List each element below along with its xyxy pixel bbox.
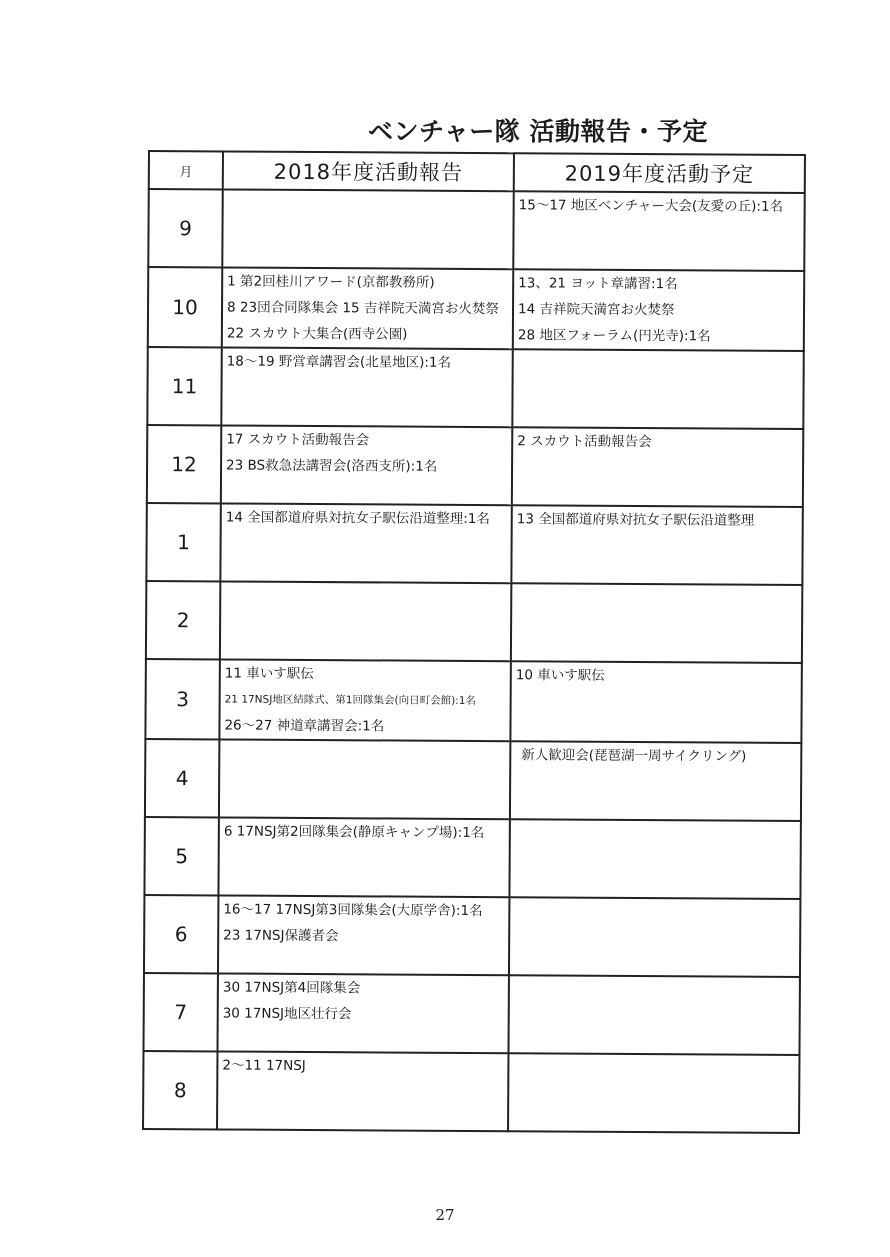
report-entry: 30 17NSJ地区壮行会 bbox=[222, 1005, 352, 1023]
plan-entry: 28 地区フォーラム(円光寺):1名 bbox=[517, 327, 711, 345]
table-header-row bbox=[149, 151, 805, 193]
plan-entry: 15～17 地区ベンチャー大会(友愛の丘):1名 bbox=[518, 197, 784, 215]
table-body bbox=[143, 189, 805, 1133]
report-entry: 17 スカウト活動報告会 bbox=[226, 431, 370, 449]
table-row bbox=[143, 1051, 799, 1133]
report-cell bbox=[222, 267, 513, 349]
plan-entry: 新人歓迎会(琵琶湖一周サイクリング) bbox=[521, 747, 747, 765]
report-entry: 1 第2回桂川アワード(京都教務所) bbox=[227, 273, 435, 291]
month-cell: 6 bbox=[144, 895, 218, 973]
table-row bbox=[143, 973, 799, 1055]
report-entry: 30 17NSJ第4回隊集会 bbox=[222, 979, 361, 997]
plan-cell bbox=[508, 1053, 799, 1133]
plan-cell bbox=[513, 269, 804, 351]
report-entry: 6 17NSJ第2回隊集会(静原キャンプ場):1名 bbox=[223, 823, 485, 842]
report-entry: 23 BS救急法講習会(洛西支所):1名 bbox=[226, 457, 438, 475]
report-entry: 23 17NSJ保護者会 bbox=[223, 927, 339, 945]
month-cell: 4 bbox=[145, 739, 219, 817]
report-cell bbox=[220, 503, 511, 583]
month-cell: 1 bbox=[146, 503, 220, 581]
plan-entry: 10 車いす駅伝 bbox=[515, 667, 605, 684]
plan-cell bbox=[510, 661, 801, 743]
report-cell bbox=[221, 347, 512, 427]
month-cell: 2 bbox=[146, 581, 220, 659]
plan-cell bbox=[508, 975, 799, 1055]
table-row bbox=[148, 267, 804, 351]
report-entry: 18～19 野営章講習会(北星地区):1名 bbox=[226, 353, 452, 371]
month-cell: 9 bbox=[148, 189, 222, 267]
activity-table bbox=[142, 150, 806, 1134]
report-entry: 14 全国都道府県対抗女子駅伝沿道整理:1名 bbox=[225, 509, 490, 528]
report-entry: 21 17NSJ地区結隊式、第1回隊集会(向日町会館):1名 bbox=[224, 693, 476, 708]
report-entry: 11 車いす駅伝 bbox=[224, 665, 314, 683]
report-entry: 2～11 17NSJ bbox=[222, 1057, 306, 1074]
plan-entry: 13、21 ヨット章講習:1名 bbox=[518, 275, 678, 293]
report-cell bbox=[219, 739, 510, 819]
month-cell: 12 bbox=[147, 425, 221, 503]
header-report: 2018年度活動報告 bbox=[223, 151, 514, 191]
month-cell: 5 bbox=[144, 817, 218, 895]
plan-entry: 2 スカウト活動報告会 bbox=[517, 433, 652, 451]
plan-cell bbox=[511, 583, 802, 663]
month-cell: 3 bbox=[145, 659, 219, 739]
month-cell: 7 bbox=[143, 973, 217, 1051]
plan-entry: 13 全国都道府県対抗女子駅伝沿道整理 bbox=[516, 511, 755, 529]
plan-cell bbox=[512, 427, 803, 507]
month-cell: 10 bbox=[148, 267, 222, 347]
page-title: ベンチャー隊 活動報告・予定 bbox=[368, 117, 708, 146]
plan-cell bbox=[512, 349, 803, 429]
header-month: 月 bbox=[149, 151, 223, 189]
table-row bbox=[146, 581, 802, 663]
plan-cell bbox=[510, 741, 801, 821]
report-cell bbox=[219, 659, 510, 741]
report-entry: 16～17 17NSJ第3回隊集会(大原学舎):1名 bbox=[223, 901, 483, 920]
table-row bbox=[145, 739, 801, 821]
page-number: 27 bbox=[435, 1206, 455, 1224]
report-cell bbox=[221, 425, 512, 505]
report-entry: 22 スカウト大集合(西寺公園) bbox=[226, 325, 408, 343]
report-cell bbox=[217, 1051, 508, 1131]
plan-cell bbox=[511, 505, 802, 585]
table-row bbox=[148, 189, 804, 271]
table-row bbox=[144, 895, 800, 977]
report-entry: 26～27 神道章講習会:1名 bbox=[224, 717, 385, 735]
month-cell: 8 bbox=[143, 1051, 217, 1129]
report-cell bbox=[220, 581, 511, 661]
table-row bbox=[144, 817, 800, 899]
plan-entry: 14 吉祥院天満宮お火焚祭 bbox=[517, 301, 675, 319]
table-row bbox=[146, 503, 802, 585]
table-row bbox=[147, 425, 803, 507]
report-cell bbox=[218, 817, 509, 897]
table-row bbox=[145, 659, 801, 743]
plan-cell bbox=[513, 191, 804, 271]
table-row bbox=[147, 347, 803, 429]
header-plan: 2019年度活動予定 bbox=[514, 153, 805, 193]
report-cell bbox=[222, 189, 513, 269]
report-cell bbox=[218, 895, 509, 975]
report-entry: 8 23団合同隊集会 15 吉祥院天満宮お火焚祭 bbox=[226, 299, 499, 318]
plan-cell bbox=[509, 897, 800, 977]
report-cell bbox=[217, 973, 508, 1053]
month-cell: 11 bbox=[147, 347, 221, 425]
plan-cell bbox=[509, 819, 800, 899]
